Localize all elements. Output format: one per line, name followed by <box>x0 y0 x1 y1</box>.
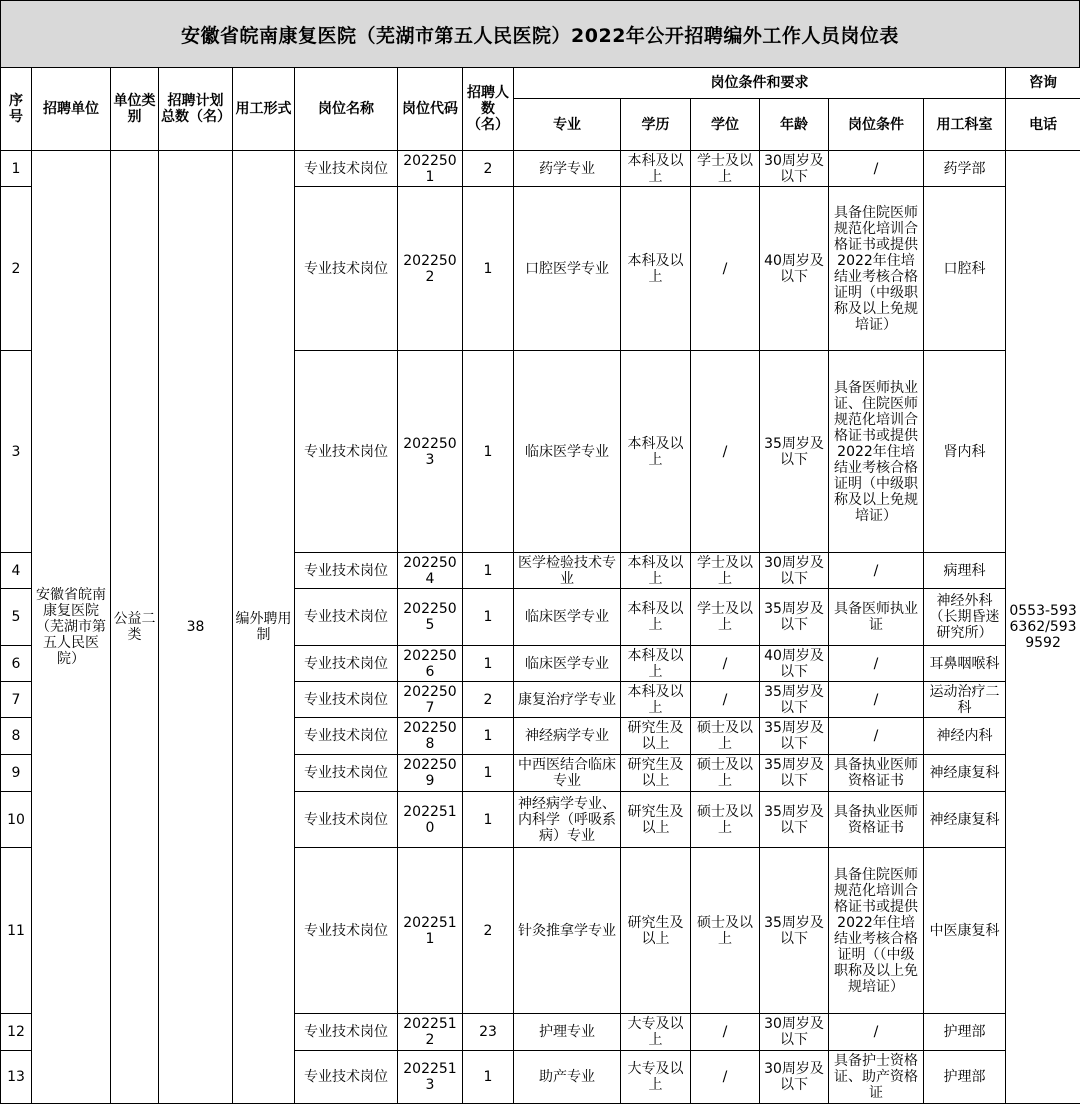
cell-degree: 硕士及以上 <box>691 718 760 755</box>
cell-post-count: 1 <box>463 755 514 792</box>
cell-unit-type: 公益二类 <box>111 151 159 1104</box>
cell-education: 本科及以上 <box>621 646 691 682</box>
cell-dept: 神经康复科 <box>924 755 1006 792</box>
cell-post-code: 2022509 <box>398 755 463 792</box>
cell-degree: / <box>691 1014 760 1051</box>
page-title: 安徽省皖南康复医院（芜湖市第五人民医院）2022年公开招聘编外工作人员岗位表 <box>0 0 1080 68</box>
cell-age: 30周岁及以下 <box>760 1051 829 1104</box>
cell-education: 大专及以上 <box>621 1014 691 1051</box>
cell-major: 临床医学专业 <box>514 589 621 646</box>
cell-age: 35周岁及以下 <box>760 682 829 718</box>
cell-education: 本科及以上 <box>621 351 691 553</box>
cell-seq: 5 <box>1 589 32 646</box>
header-post-count: 招聘人数（名） <box>463 68 514 151</box>
cell-dept: 运动治疗二科 <box>924 682 1006 718</box>
cell-seq: 10 <box>1 792 32 848</box>
cell-education: 研究生及以上 <box>621 848 691 1014</box>
cell-seq: 7 <box>1 682 32 718</box>
cell-major: 助产专业 <box>514 1051 621 1104</box>
cell-dept: 护理部 <box>924 1014 1006 1051</box>
cell-post-count: 1 <box>463 589 514 646</box>
cell-major: 针灸推拿学专业 <box>514 848 621 1014</box>
cell-major: 医学检验技术专业 <box>514 553 621 589</box>
cell-post-conditions: 具备医师执业证 <box>829 589 924 646</box>
cell-degree: 学士及以上 <box>691 151 760 187</box>
cell-seq: 6 <box>1 646 32 682</box>
cell-major: 神经病学专业、内科学（呼吸系病）专业 <box>514 792 621 848</box>
header-conditions-group: 岗位条件和要求 <box>514 68 1006 99</box>
header-degree: 学位 <box>691 99 760 151</box>
cell-age: 40周岁及以下 <box>760 187 829 351</box>
header-consult-bottom: 电话 <box>1006 99 1080 151</box>
cell-dept: 病理科 <box>924 553 1006 589</box>
cell-education: 本科及以上 <box>621 187 691 351</box>
cell-post-name: 专业技术岗位 <box>295 682 398 718</box>
cell-age: 30周岁及以下 <box>760 1014 829 1051</box>
cell-age: 35周岁及以下 <box>760 351 829 553</box>
cell-dept: 中医康复科 <box>924 848 1006 1014</box>
cell-age: 30周岁及以下 <box>760 151 829 187</box>
header-unit-type: 单位类别 <box>111 68 159 151</box>
cell-major: 护理专业 <box>514 1014 621 1051</box>
cell-degree: / <box>691 682 760 718</box>
cell-major: 中西医结合临床专业 <box>514 755 621 792</box>
cell-post-conditions: 具备执业医师资格证书 <box>829 792 924 848</box>
header-employ-form: 用工形式 <box>233 68 295 151</box>
header-post-name: 岗位名称 <box>295 68 398 151</box>
cell-age: 40周岁及以下 <box>760 646 829 682</box>
header-seq: 序号 <box>1 68 32 151</box>
cell-post-conditions: / <box>829 1014 924 1051</box>
cell-post-code: 2022507 <box>398 682 463 718</box>
header-post-code: 岗位代码 <box>398 68 463 151</box>
cell-education: 研究生及以上 <box>621 718 691 755</box>
cell-employ-form: 编外聘用制 <box>233 151 295 1104</box>
cell-post-count: 2 <box>463 682 514 718</box>
cell-post-code: 2022511 <box>398 848 463 1014</box>
cell-post-name: 专业技术岗位 <box>295 1051 398 1104</box>
cell-post-code: 2022502 <box>398 187 463 351</box>
cell-post-count: 1 <box>463 792 514 848</box>
cell-post-code: 2022508 <box>398 718 463 755</box>
cell-seq: 8 <box>1 718 32 755</box>
cell-post-count: 2 <box>463 848 514 1014</box>
cell-major: 神经病学专业 <box>514 718 621 755</box>
cell-post-count: 1 <box>463 646 514 682</box>
cell-dept: 药学部 <box>924 151 1006 187</box>
cell-plan-total: 38 <box>159 151 233 1104</box>
cell-age: 30周岁及以下 <box>760 553 829 589</box>
cell-education: 本科及以上 <box>621 682 691 718</box>
cell-degree: 硕士及以上 <box>691 755 760 792</box>
cell-major: 临床医学专业 <box>514 646 621 682</box>
cell-post-code: 2022501 <box>398 151 463 187</box>
cell-post-name: 专业技术岗位 <box>295 848 398 1014</box>
header-age: 年龄 <box>760 99 829 151</box>
header-dept: 用工科室 <box>924 99 1006 151</box>
header-major: 专业 <box>514 99 621 151</box>
cell-post-name: 专业技术岗位 <box>295 1014 398 1051</box>
cell-age: 35周岁及以下 <box>760 848 829 1014</box>
cell-education: 本科及以上 <box>621 553 691 589</box>
cell-education: 研究生及以上 <box>621 755 691 792</box>
cell-dept: 神经康复科 <box>924 792 1006 848</box>
cell-dept: 口腔科 <box>924 187 1006 351</box>
cell-education: 本科及以上 <box>621 589 691 646</box>
cell-post-conditions: / <box>829 718 924 755</box>
header-unit: 招聘单位 <box>32 68 111 151</box>
cell-age: 35周岁及以下 <box>760 755 829 792</box>
cell-dept: 神经外科（长期昏迷研究所） <box>924 589 1006 646</box>
cell-seq: 13 <box>1 1051 32 1104</box>
cell-seq: 4 <box>1 553 32 589</box>
cell-education: 大专及以上 <box>621 1051 691 1104</box>
cell-post-name: 专业技术岗位 <box>295 718 398 755</box>
cell-dept: 护理部 <box>924 1051 1006 1104</box>
header-row-1 <box>1 68 1080 99</box>
cell-degree: 学士及以上 <box>691 589 760 646</box>
header-consult-top: 咨询 <box>1006 68 1080 99</box>
cell-major: 药学专业 <box>514 151 621 187</box>
cell-post-conditions: 具备护士资格证、助产资格证 <box>829 1051 924 1104</box>
cell-education: 研究生及以上 <box>621 792 691 848</box>
header-post-conditions: 岗位条件 <box>829 99 924 151</box>
cell-post-name: 专业技术岗位 <box>295 792 398 848</box>
cell-major: 康复治疗学专业 <box>514 682 621 718</box>
cell-degree: / <box>691 646 760 682</box>
cell-degree: 硕士及以上 <box>691 848 760 1014</box>
table-row <box>1 151 1080 187</box>
cell-degree: / <box>691 1051 760 1104</box>
cell-post-conditions: / <box>829 151 924 187</box>
cell-post-name: 专业技术岗位 <box>295 589 398 646</box>
cell-post-name: 专业技术岗位 <box>295 151 398 187</box>
cell-post-code: 2022513 <box>398 1051 463 1104</box>
cell-post-code: 2022505 <box>398 589 463 646</box>
cell-post-code: 2022504 <box>398 553 463 589</box>
cell-seq: 9 <box>1 755 32 792</box>
cell-post-code: 2022512 <box>398 1014 463 1051</box>
cell-post-count: 1 <box>463 718 514 755</box>
cell-post-name: 专业技术岗位 <box>295 351 398 553</box>
cell-dept: 肾内科 <box>924 351 1006 553</box>
cell-post-count: 23 <box>463 1014 514 1051</box>
header-plan-total: 招聘计划总数（名） <box>159 68 233 151</box>
cell-post-conditions: 具备住院医师规范化培训合格证书或提供2022年住培结业考核合格证明（中级职称及以上免规培证） <box>829 187 924 351</box>
cell-post-conditions: / <box>829 553 924 589</box>
cell-phone: 0553-5936362/5939592 <box>1006 151 1080 1104</box>
cell-age: 35周岁及以下 <box>760 792 829 848</box>
positions-table <box>0 67 1080 1104</box>
header-education: 学历 <box>621 99 691 151</box>
cell-post-conditions: / <box>829 646 924 682</box>
cell-post-count: 2 <box>463 151 514 187</box>
cell-seq: 2 <box>1 187 32 351</box>
cell-degree: 学士及以上 <box>691 553 760 589</box>
cell-post-code: 2022510 <box>398 792 463 848</box>
cell-seq: 12 <box>1 1014 32 1051</box>
cell-post-count: 1 <box>463 553 514 589</box>
cell-post-conditions: / <box>829 682 924 718</box>
cell-unit: 安徽省皖南康复医院（芜湖市第五人民医院） <box>32 151 111 1104</box>
cell-post-count: 1 <box>463 351 514 553</box>
cell-post-count: 1 <box>463 187 514 351</box>
cell-degree: 硕士及以上 <box>691 792 760 848</box>
cell-post-conditions: 具备执业医师资格证书 <box>829 755 924 792</box>
cell-education: 本科及以上 <box>621 151 691 187</box>
cell-post-conditions: 具备医师执业证、住院医师规范化培训合格证书或提供2022年住培结业考核合格证明（中级职称及以上免规培证） <box>829 351 924 553</box>
cell-dept: 神经内科 <box>924 718 1006 755</box>
cell-seq: 3 <box>1 351 32 553</box>
cell-post-count: 1 <box>463 1051 514 1104</box>
cell-seq: 11 <box>1 848 32 1014</box>
cell-major: 临床医学专业 <box>514 351 621 553</box>
cell-dept: 耳鼻咽喉科 <box>924 646 1006 682</box>
cell-major: 口腔医学专业 <box>514 187 621 351</box>
cell-post-conditions: 具备住院医师规范化培训合格证书或提供2022年住培结业考核合格证明（（中级职称及以上免规培证） <box>829 848 924 1014</box>
cell-degree: / <box>691 187 760 351</box>
cell-age: 35周岁及以下 <box>760 718 829 755</box>
cell-seq: 1 <box>1 151 32 187</box>
cell-post-name: 专业技术岗位 <box>295 553 398 589</box>
cell-post-name: 专业技术岗位 <box>295 187 398 351</box>
cell-post-code: 2022503 <box>398 351 463 553</box>
cell-age: 35周岁及以下 <box>760 589 829 646</box>
cell-degree: / <box>691 351 760 553</box>
cell-post-name: 专业技术岗位 <box>295 755 398 792</box>
cell-post-code: 2022506 <box>398 646 463 682</box>
cell-post-name: 专业技术岗位 <box>295 646 398 682</box>
